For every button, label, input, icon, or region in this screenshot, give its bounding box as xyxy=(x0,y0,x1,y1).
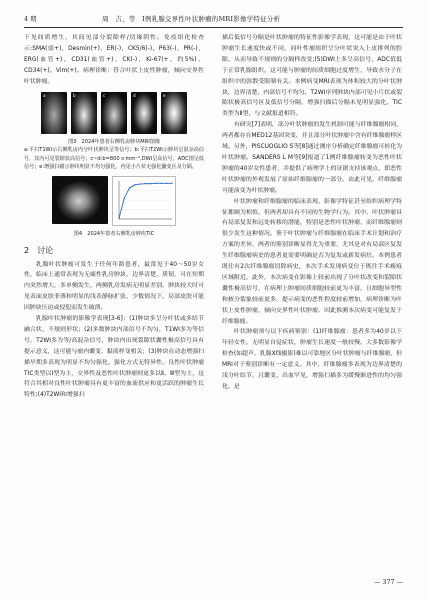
mri-panel-c-image xyxy=(101,92,127,134)
panel-label-d: d xyxy=(133,92,136,98)
right-paragraph-4: 叶状肿瘤须与以下疾病鉴别：(1)纤维腺瘤：患者多为40岁以下年轻女性，无明显自觉症状，肿瘤生长速度一般较慢。大多数影像学检查(如超声、乳腺X线摄影)难以可靠地区分叶状肿瘤与纤维腺瘤，但MRI对于鉴别诊断有一定意义。其中，纤维腺瘤多表现为边界清楚的浅分叶结节，且囊变、出血罕见，增强扫描多为缓慢渐进性的均匀强化。是 xyxy=(222,329,402,390)
mri-panel-b-image xyxy=(71,92,97,134)
left-column xyxy=(24,33,204,401)
header-divider xyxy=(24,27,403,28)
running-header xyxy=(24,12,403,26)
mri-panel-d-image xyxy=(131,92,157,134)
panel-label-e: e xyxy=(163,92,166,98)
issue-number: 4 期 xyxy=(24,15,37,23)
right-paragraph-2: 有研究[7]表明，部分叶状肿瘤的发生机制可能与纤维腺瘤相同，两者都存在MED12基因突变，并且部分叶状肿瘤中含有纤维腺瘤样区域。另外，PISCUOGLIO S等[8]通过测序分析确定纤维腺瘤可转化为叶状肿瘤。SANDERS L M等[9]报道了1例纤维腺瘤转变为恶性叶状肿瘤的40岁女性患者，并提供了病理学上的证据支持该观点，即恶性叶状肿瘤的外观发展了原始纤维腺瘤的一部分。由此可见，纤维腺瘤可能演变为叶状肿瘤。 xyxy=(222,122,402,194)
panel-label-a: a xyxy=(43,92,46,98)
running-title: 周 吉，等 Ⅰ例乳腺交界性叶状肿瘤的MRI影像学特征分析 xyxy=(102,15,281,23)
figure-3-caption: 图3 2024年患者右侧乳房肿块MRI图像 xyxy=(68,138,160,145)
tic-chart xyxy=(112,176,176,226)
figure-3-panels xyxy=(24,92,204,134)
figure-4-caption: 图4 2024年患者右侧乳房肿块TIC xyxy=(73,230,155,237)
figure-3-note: a:平扫T1WI示右侧乳房内分叶状肿块呈等信号；b:平扫T2WI示肿块呈混杂高信号，其内可见裂隙状高信号；c~d:b=800 s·mm⁻²,DWI呈高信号，ADC图呈低信号；e:增强扫描示肿块明显不均匀强化，内见小片状无强化囊变区及分隔。 xyxy=(24,147,204,171)
panel-label-c: c xyxy=(103,92,106,98)
tic-data-point xyxy=(171,182,172,183)
panel-label-b: b xyxy=(73,92,76,98)
tic-roi-image xyxy=(52,176,108,224)
left-paragraph-2: 乳腺叶状肿瘤可发生于任何年龄患者，最常见于40～50岁女性，临床上通常表现为无痛性乳房肿块，边界清楚，质韧，可在短期内突然增大，多单侧发生，两侧乳房发病无明显差别。肿块较大时可见表面皮肤菲薄和明显的浅表静脉扩张，少数情况下，局部皮肤可能因肿块压迫或侵犯而发生破溃。 xyxy=(24,261,204,312)
tic-data-point xyxy=(129,187,130,188)
right-paragraph-3: 叶状肿瘤和纤维腺瘤的临床表现、影像学特征甚至组织病理学特征都颇为相似，但两者却具有不同的生物学行为。其中，叶状肿瘤具有局部复发和远处转移的潜能，特别是恶性叶状肿瘤，而纤维腺瘤则很少发生这种情况。鉴于叶状肿瘤与纤维腺瘤在临床手术计划和治疗方案的差异，两者的鉴别诊断显得尤为重要，尤其是对有局部区复发生纤维腺瘤病史的患者更需要明确是否为复发或新发病灶。本例患者既往有2次纤维腺瘤切除病史，本次手术发现病变位于既往手术瘢痕区域附近。此外，本次病变在影像上较前出现了分叶状改变和裂隙状囊性极高信号，在病理上肿瘤间质细胞较前更为丰富，且细胞异型性和核分裂象较前更多，提示病变的恶性程度较前增加，病理诊断为叶状上皮性肿瘤，倾向交界性叶状肿瘤。因此推测本次病变可能复发于纤维腺瘤。 xyxy=(222,198,402,325)
right-paragraph-1: 描后低信号分隔是叶状肿瘤的特征性影像学表现，这可能是由于叶状肿瘤生长速度快或不同，同叶性瘤组织呈分叶状突入上皮排列的腔隙，从而导致不规则的分隔样改变;(5)DWI上多呈高信号，ADC值低于正常乳腺组织，这可能与肿瘤的间质细胞过度增生，导致水分子在组织中的弥散受限制有关。本例病变MRI表现为体积较大的分叶状肿块，边界清楚，内部信号不均匀，T2WI序列肿块内部可见小片状或裂隙状极高信号区及低信号分隔，增强扫描后分隔未见明显强化，TIC类型为Ⅱ型，与文献报道相符。 xyxy=(222,35,402,118)
tic-series-line xyxy=(119,183,172,218)
figure-4 xyxy=(24,176,204,226)
mri-panel-a-image xyxy=(41,92,67,134)
tic-data-point xyxy=(166,182,167,183)
tic-data-point xyxy=(118,217,119,218)
tic-data-point xyxy=(145,183,146,184)
tic-data-point xyxy=(124,197,125,198)
mri-panel-e-image xyxy=(161,92,187,134)
tic-data-point xyxy=(161,182,162,183)
left-paragraph-1: 下见间质增生，其间见部分裂隙样/切缘阴性。免疫组化检查示:SMA(弱+)，Desmin(+)，ER(-)，CK5/6(-)，P63(-)，PR(-)，ERG(血管+)，CD31(血管+)，CK(-)，Ki-67(+，约5%)，CD34(+)，Vim(+)。病理诊断：符合叶状上皮性肿瘤，倾向交界性叶状肿瘤。 xyxy=(24,35,204,85)
right-column xyxy=(222,33,402,393)
tic-data-point xyxy=(155,182,156,183)
left-paragraph-3: 乳腺叶状肿瘤的影像学表现[3-6]：(1)肿块多呈分叶状或多结节融合状，不规则形状；(2)多数肿块内部信号不均匀，T1WI多为等信号，T2WI多为等/高混杂信号，肿块内出现裂隙状囊性极高信号具有提示意义，这可能与瘤内囊变、黏液样变相关；(3)肿块在动态增强扫描早期多表现为明显不均匀强化，强化方式无特异性，良性叶状肿瘤TIC类型以Ⅰ型为主，交界性及恶性叶状肿瘤则更多以Ⅱ、Ⅲ型为主，这符合其相对良性叶状肿瘤具有更丰富的血流供应和更活跃的肿瘤生长特性;(4)T2WI和增强扫 xyxy=(24,316,204,399)
section-heading-discussion: 2 讨论 xyxy=(24,245,54,255)
tic-data-point xyxy=(150,183,151,184)
page-number: — 377 — xyxy=(373,578,403,586)
tic-data-point xyxy=(140,183,141,184)
tic-data-point xyxy=(134,184,135,185)
